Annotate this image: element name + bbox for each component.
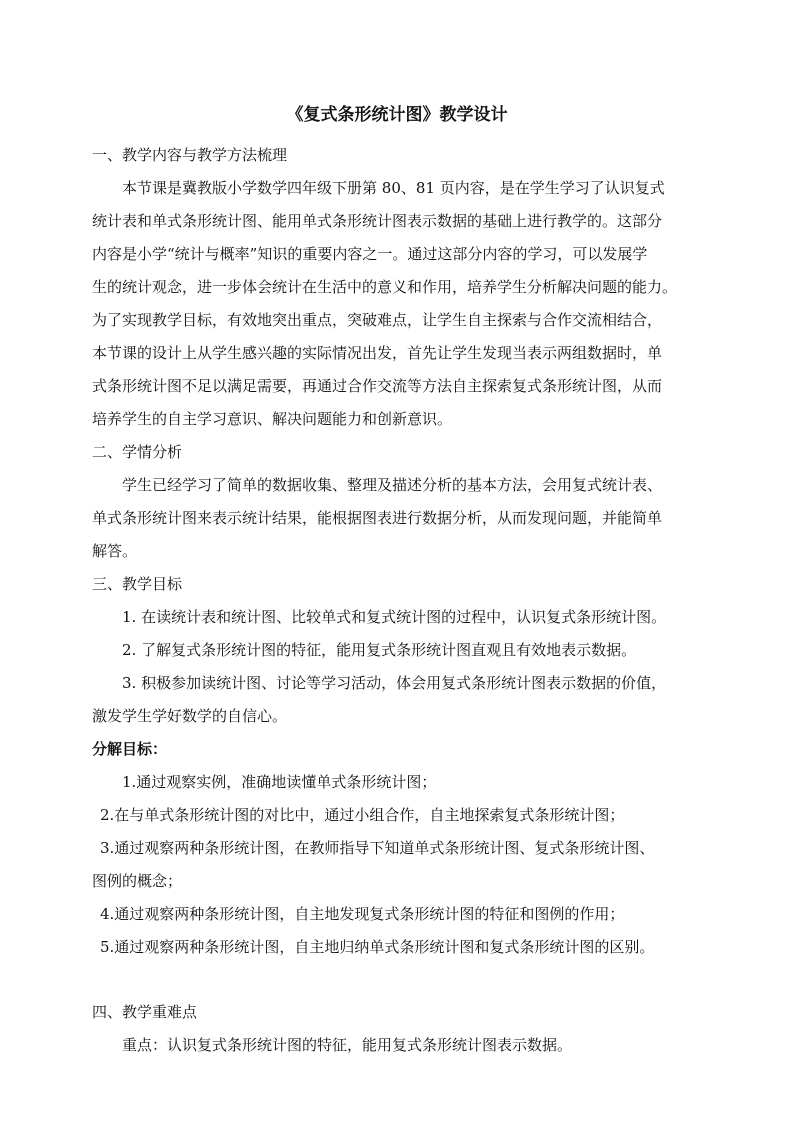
document-title: 《复式条形统计图》教学设计 bbox=[286, 105, 508, 125]
paragraph-line: 单式条形统计图来表示统计结果，能根据图表进行数据分析，从而发现问题，并能简单 bbox=[92, 509, 663, 527]
paragraph-line: 统计表和单式条形统计图、能用单式条形统计图表示数据的基础上进行教学的。这部分 bbox=[92, 212, 663, 230]
breakdown-item: 5.通过观察两种条形统计图，自主地归纳单式条形统计图和复式条形统计图的区别。 bbox=[100, 938, 655, 956]
paragraph-line: 本节课是冀教版小学数学四年级下册第 80、81 页内容，是在学生学习了认识复式 bbox=[122, 179, 665, 197]
breakdown-item: 1.通过观察实例，准确地读懂单式条形统计图； bbox=[122, 773, 437, 791]
document-body bbox=[92, 143, 704, 1057]
breakdown-heading: 分解目标： bbox=[92, 740, 168, 758]
breakdown-item: 2.在与单式条形统计图的对比中，通过小组合作，自主地探索复式条形统计图； bbox=[100, 806, 625, 824]
goal-item: 1. 在读统计表和统计图、比较单式和复式统计图的过程中，认识复式条形统计图。 bbox=[122, 608, 667, 626]
section-heading-content-methods: 一、教学内容与教学方法梳理 bbox=[92, 146, 288, 164]
paragraph-line: 内容是小学“统计与概率”知识的重要内容之一。通过这部分内容的学习，可以发展学 bbox=[92, 245, 648, 263]
section-heading-learner-analysis: 二、学情分析 bbox=[92, 443, 183, 461]
breakdown-item: 4.通过观察两种条形统计图，自主地发现复式条形统计图的特征和图例的作用； bbox=[100, 905, 625, 923]
paragraph-line: 本节课的设计上从学生感兴趣的实际情况出发，首先让学生发现当表示两组数据时，单 bbox=[92, 344, 663, 362]
paragraph-line: 解答。 bbox=[92, 542, 138, 560]
goal-item: 2. 了解复式条形统计图的特征，能用复式条形统计图直观且有效地表示数据。 bbox=[122, 641, 637, 659]
section-heading-teaching-goals: 三、教学目标 bbox=[92, 575, 183, 593]
paragraph-line: 式条形统计图不足以满足需要，再通过合作交流等方法自主探索复式条形统计图，从而 bbox=[92, 377, 663, 395]
paragraph-line: 为了实现教学目标，有效地突出重点，突破难点，让学生自主探索与合作交流相结合， bbox=[92, 311, 663, 329]
breakdown-item-continuation: 图例的概念； bbox=[92, 872, 183, 890]
section-heading-key-difficulties: 四、教学重难点 bbox=[92, 1003, 198, 1021]
goal-item: 3. 积极参加读统计图、讨论等学习活动，体会用复式条形统计图表示数据的价值， bbox=[122, 674, 667, 692]
goal-item-continuation: 激发学生学好数学的自信心。 bbox=[92, 707, 288, 725]
paragraph-line: 学生已经学习了简单的数据收集、整理及描述分析的基本方法，会用复式统计表、 bbox=[122, 476, 663, 494]
breakdown-item: 3.通过观察两种条形统计图，在教师指导下知道单式条形统计图、复式条形统计图、 bbox=[100, 839, 655, 857]
paragraph-line: 生的统计观念，进一步体会统计在生活中的意义和作用，培养学生分析解决问题的能力。 bbox=[92, 278, 678, 296]
key-point-line: 重点：认识复式条形统计图的特征，能用复式条形统计图表示数据。 bbox=[122, 1036, 573, 1054]
paragraph-line: 培养学生的自主学习意识、解决问题能力和创新意识。 bbox=[92, 410, 453, 428]
